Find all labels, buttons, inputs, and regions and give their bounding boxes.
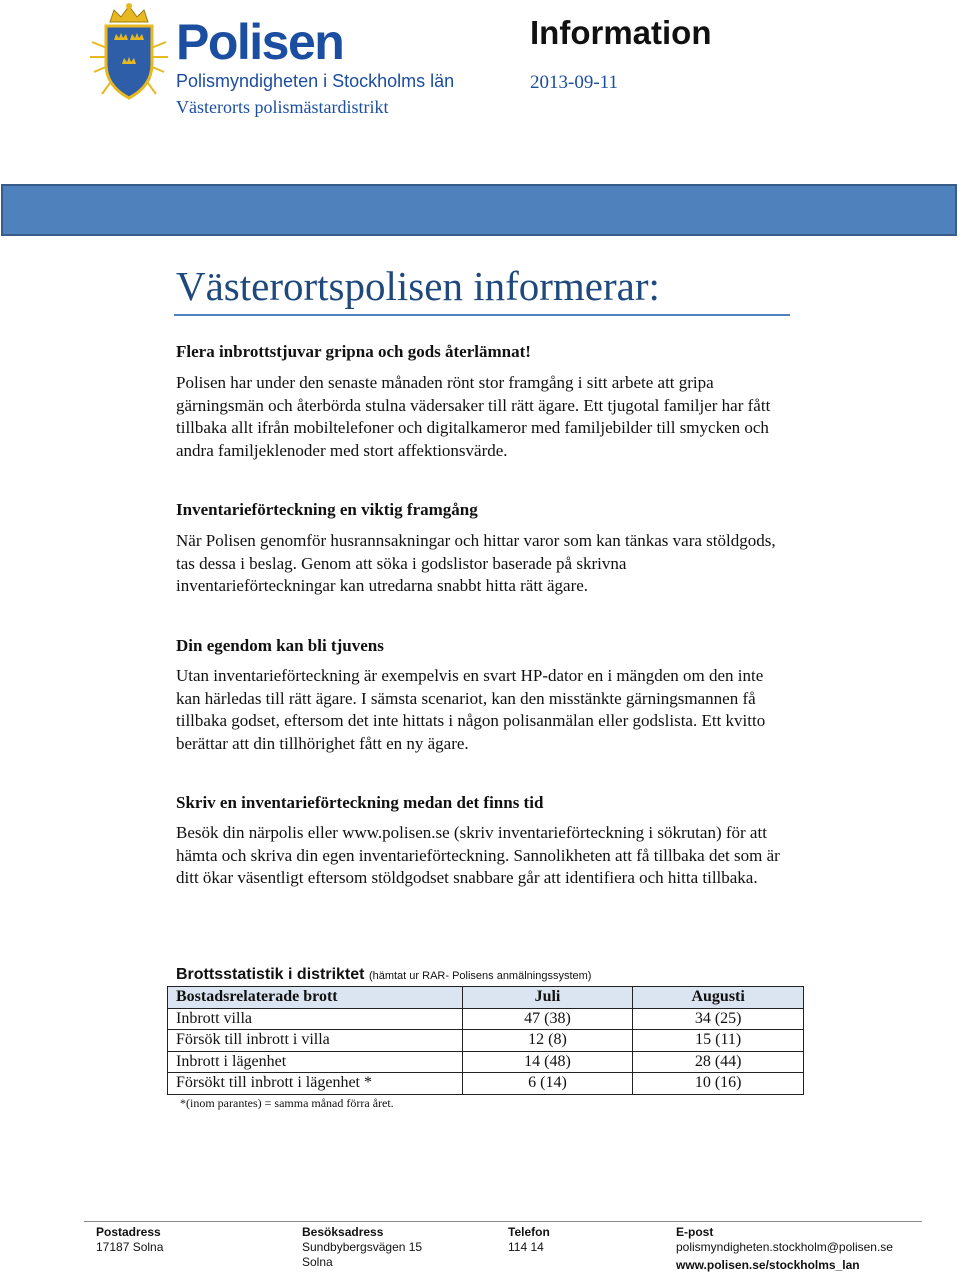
footer-postal-address <box>96 1225 163 1255</box>
footer-visiting-address <box>302 1225 422 1270</box>
table-cell: 34 (25) <box>633 1008 804 1030</box>
section-paragraph <box>176 372 790 462</box>
section-paragraph <box>176 665 790 755</box>
brand-wordmark: Polisen <box>176 14 344 70</box>
phone-label: Telefon <box>508 1225 550 1239</box>
table-cell: 6 (14) <box>462 1073 633 1095</box>
table-footnote: *(inom parantes) = samma månad förra året. <box>180 1096 394 1110</box>
section-title: Skriv en inventarieförteckning medan det finns tid <box>176 793 544 812</box>
section-title: Din egendom kan bli tjuvens <box>176 636 384 655</box>
table-row <box>168 1073 804 1095</box>
table-cell: 28 (44) <box>633 1051 804 1073</box>
table-row <box>168 1051 804 1073</box>
email-label: E-post <box>676 1225 714 1239</box>
section-paragraph <box>176 822 790 890</box>
visiting-address-line1: Sundbybergsvägen 15 <box>302 1240 423 1254</box>
page-title: Västerortspolisen informerar: <box>176 263 660 309</box>
table-header-row <box>168 987 804 1009</box>
statistics-source: (hämtat ur RAR- Polisens anmälningssystem) <box>368 970 592 982</box>
postal-address-value: 17187 Solna <box>96 1240 164 1254</box>
visiting-address-label: Besöksadress <box>302 1225 384 1239</box>
police-crest-logo <box>90 2 168 102</box>
table-cell: 10 (16) <box>633 1073 804 1095</box>
section-title: Inventarieförteckning en viktig framgång <box>176 500 478 519</box>
heading-underline <box>174 314 790 316</box>
statistics-title-text: Brottsstatistik i distriktet <box>176 966 365 983</box>
department-name: Polismyndigheten i Stockholms län <box>176 71 455 91</box>
district-name: Västerorts polismästardistrikt <box>176 97 389 117</box>
postal-address-label: Postadress <box>96 1225 161 1239</box>
website-link[interactable]: www.polisen.se/stockholms_lan <box>676 1258 860 1272</box>
email-link[interactable]: polismyndigheten.stockholm@polisen.se <box>676 1240 893 1254</box>
column-header: Bostadsrelaterade brott <box>168 987 463 1009</box>
footer-email <box>676 1225 893 1255</box>
section-paragraph <box>176 530 790 598</box>
document-type: Information <box>530 14 712 51</box>
section-title: Flera inbrottstjuvar gripna och gods återlämnat! <box>176 342 531 361</box>
table-cell: 12 (8) <box>462 1030 633 1052</box>
column-header: Augusti <box>633 987 804 1009</box>
table-cell: Försökt till inbrott i lägenhet * <box>168 1073 463 1095</box>
statistics-table <box>167 986 804 1095</box>
paragraph-text: Polisen har under den senaste månaden rönt stor framgång i sitt arbete att gripa gärningsmän och återbörda stulna vädersaker till rätt ägare. Ett tjugotal familjer har fått tillbaka allt ifrån mobiltelefoner och digitalkameror med familjebilder till smycken och andra familjeklenoder med stort affektionsvärde. <box>176 373 771 460</box>
table-cell: 14 (48) <box>462 1051 633 1073</box>
table-cell: Inbrott villa <box>168 1008 463 1030</box>
table-cell: 15 (11) <box>633 1030 804 1052</box>
footer-divider <box>84 1221 922 1222</box>
column-header: Juli <box>462 987 633 1009</box>
table-cell: 47 (38) <box>462 1008 633 1030</box>
table-cell: Inbrott i lägenhet <box>168 1051 463 1073</box>
table-cell: Försök till inbrott i villa <box>168 1030 463 1052</box>
visiting-address-line2: Solna <box>302 1255 333 1269</box>
header-banner <box>1 184 957 236</box>
footer-phone <box>508 1225 550 1255</box>
paragraph-text: När Polisen genomför husrannsakningar och hittar varor som kan tänkas vara stöldgods, tas dessa i beslag. Genom att söka i godslistor baserade på skrivna inventarieförteckningar kan utredarna snabbt hitta rätt ägare. <box>176 531 776 595</box>
table-row <box>168 1030 804 1052</box>
paragraph-text: Utan inventarieförteckning är exempelvis en svart HP-dator en i mängden om den inte kan härledas till rätt ägare. I sämsta scenariot, kan den misstänkte gärningsmannen få tillbaka godset, eftersom det inte hittats i någon polisanmälan eller godslista. Ett kvitto berättar att din tillhörighet fått en ny ägare. <box>176 666 766 753</box>
table-row <box>168 1008 804 1030</box>
phone-value: 114 14 <box>508 1240 544 1254</box>
paragraph-text: Besök din närpolis eller www.polisen.se (skriv inventarieförteckning i sökrutan) för att hämta och skriva din egen inventarieförteckning. Sannolikheten att få tillbaka det som är ditt ökar väsentligt eftersom stöldgodset snabbare går att identifiera och hitta tillbaka. <box>176 823 780 887</box>
document-date: 2013-09-11 <box>530 72 618 93</box>
statistics-title <box>176 966 591 984</box>
